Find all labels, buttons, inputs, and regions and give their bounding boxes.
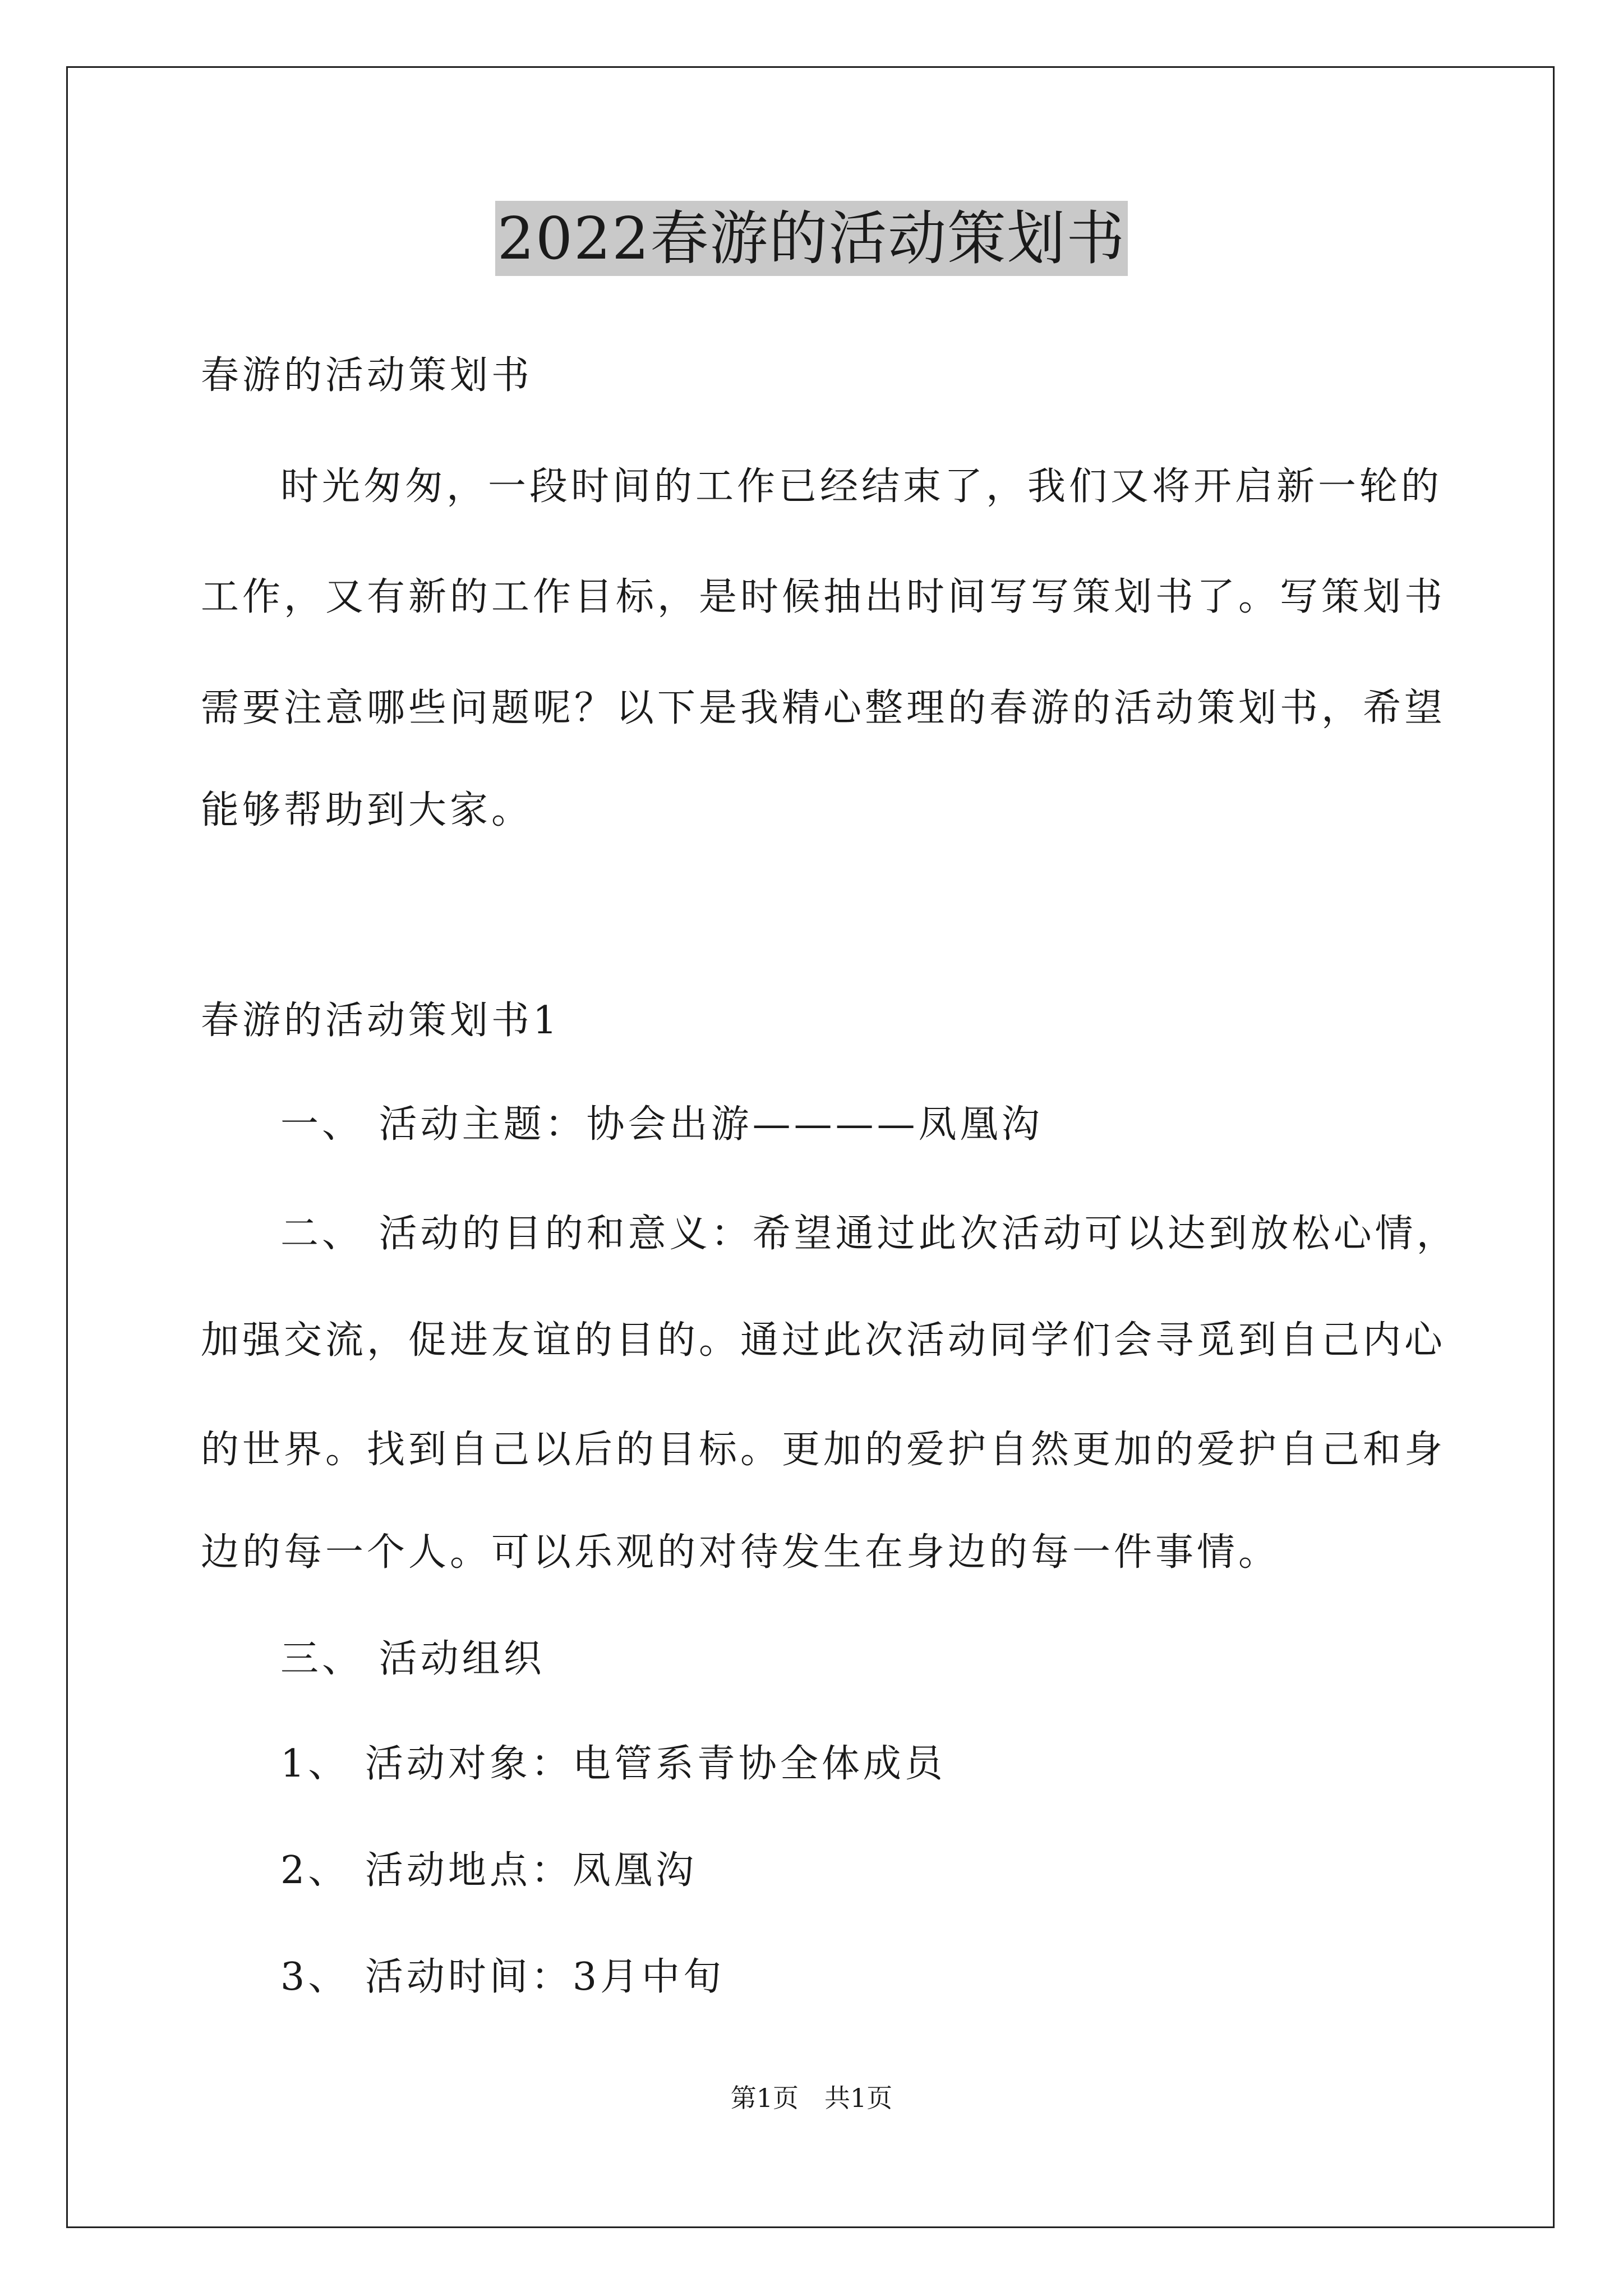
- intro-line: 工作，又有新的工作目标，是时候抽出时间写写策划书了。写策划书: [201, 575, 1446, 619]
- item-line: 二、 活动的目的和意义：希望通过此次活动可以达到放松心情，: [280, 1212, 1458, 1256]
- item-line: 一、 活动主题：协会出游————凤凰沟: [280, 1102, 1043, 1147]
- section-heading: 春游的活动策划书1: [201, 999, 561, 1043]
- intro-line: 时光匆匆，一段时间的工作已经结束了，我们又将开启新一轮的: [280, 464, 1443, 509]
- item-line: 的世界。找到自己以后的目标。更加的爱护自然更加的爱护自己和身: [201, 1428, 1446, 1472]
- item-line: 边的每一个人。可以乐观的对待发生在身边的每一件事情。: [201, 1530, 1280, 1575]
- document-title-text: 2022春游的活动策划书: [495, 201, 1128, 276]
- page-number-total: 共1页: [824, 2083, 893, 2113]
- item-line: 加强交流，促进友谊的目的。通过此次活动同学们会寻觅到自己内心: [201, 1318, 1446, 1363]
- intro-line: 需要注意哪些问题呢？以下是我精心整理的春游的活动策划书，希望: [201, 686, 1446, 730]
- item-line: 1、 活动对象：电管系青协全体成员: [280, 1742, 946, 1786]
- page-footer: [0, 2081, 1623, 2115]
- page-number-current: 第1页: [730, 2083, 799, 2113]
- document-subtitle: 春游的活动策划书: [201, 353, 533, 398]
- item-line: 2、 活动地点：凤凰沟: [280, 1848, 697, 1893]
- document-title: [0, 199, 1623, 278]
- item-line: 3、 活动时间：3月中旬: [280, 1955, 725, 1999]
- item-line: 三、 活动组织: [280, 1637, 545, 1681]
- intro-line: 能够帮助到大家。: [201, 788, 533, 832]
